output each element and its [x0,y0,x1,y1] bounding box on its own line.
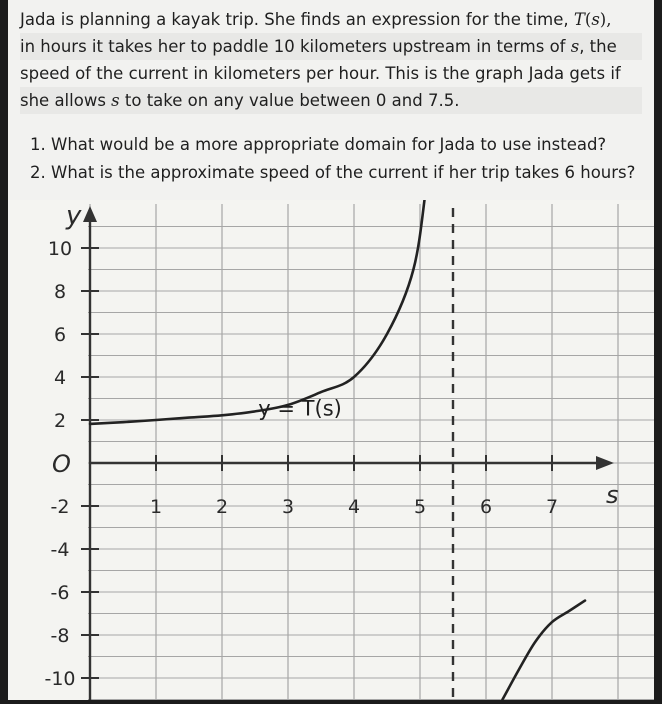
x-tick-label: 3 [281,496,295,518]
x-tick-label: 5 [413,496,427,518]
y-tick-label: 4 [53,367,67,389]
y-tick-label: -6 [50,582,70,604]
math-s-2: s [570,37,580,56]
x-tick-label: 6 [479,496,493,518]
y-tick-label: -4 [50,539,70,561]
problem-line-4-end: to take on any value between 0 and 7.5. [124,91,460,110]
y-tick-label: 6 [53,324,67,346]
graph-area [8,200,654,700]
x-tick-label: 7 [545,496,559,518]
question-2-number: 2. [30,163,46,182]
x-tick-label: 1 [149,496,163,518]
y-tick-label: -8 [50,625,70,647]
curve-label: y = T(s) [258,396,342,421]
problem-text [20,6,642,114]
question-list [30,131,650,187]
y-tick-label: 8 [53,281,67,303]
y-axis-label: y [66,201,82,231]
math-close: ), [599,10,612,29]
problem-line-2-text: in hours it takes her to paddle 10 kilometers upstream in terms of [20,37,566,56]
graph-svg [8,200,654,700]
math-s-3: s [111,91,120,110]
math-open: ( [584,10,592,29]
question-1-text: What would be a more appropriate domain for Jada to use instead? [51,135,607,154]
math-T: T [573,10,585,29]
x-tick-label: 2 [215,496,229,518]
y-tick-label: -10 [44,668,76,690]
problem-line-1 [20,6,642,33]
question-1-number: 1. [30,135,46,154]
problem-line-2 [20,33,642,60]
question-2-text: What is the approximate speed of the current if her trip takes 6 hours? [51,163,636,182]
y-tick-label: 2 [53,410,67,432]
question-2 [30,159,650,187]
worksheet-page [8,0,654,700]
problem-line-2-end: , the [579,37,617,56]
graph-background [8,200,654,700]
y-tick-label: -2 [50,496,70,518]
problem-line-4-text: she allows [20,91,106,110]
question-1 [30,131,650,159]
x-axis-label: s [606,481,619,509]
problem-line-1-text: Jada is planning a kayak trip. She finds an expression for the time, [20,10,569,29]
y-tick-label: 10 [47,238,73,260]
math-s: s [591,10,600,29]
problem-line-3: speed of the current in kilometers per hour. This is the graph Jada gets if [20,64,621,83]
problem-line-4 [20,87,642,114]
x-tick-label: 4 [347,496,361,518]
origin-label: O [52,450,71,478]
